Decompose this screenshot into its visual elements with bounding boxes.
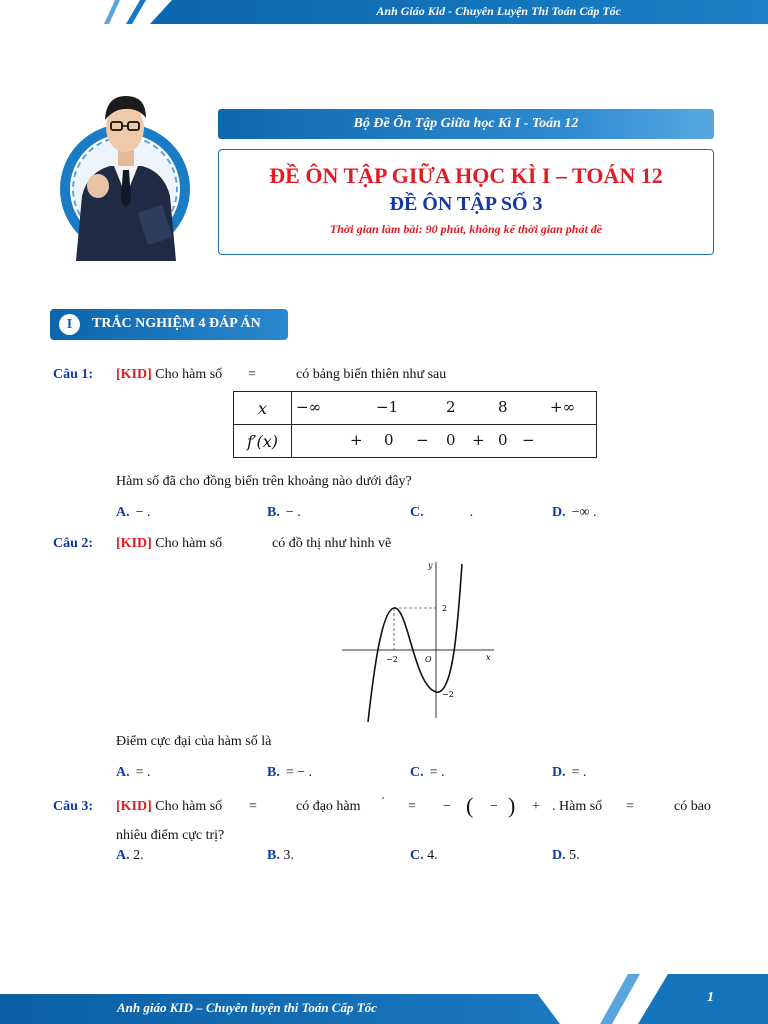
option-b[interactable] xyxy=(267,505,301,521)
sign-value: − xyxy=(416,431,429,449)
equals-sign: = xyxy=(408,799,416,814)
sign-value: 0 xyxy=(498,431,508,449)
section-number: I xyxy=(59,314,80,335)
option-d[interactable] xyxy=(552,505,597,521)
y-axis-label: y xyxy=(428,561,433,570)
sign-value: − xyxy=(522,431,535,449)
option-letter: A. xyxy=(116,505,130,520)
kid-tag: [KID] xyxy=(116,799,152,814)
tick-label-y-positive: 2 xyxy=(442,604,448,613)
question-1-prompt: Hàm số đã cho đồng biến trên khoảng nào dưới đây? xyxy=(116,474,412,489)
x-value: −1 xyxy=(376,398,399,416)
question-1-text-b: có bảng biến thiên như sau xyxy=(296,367,447,382)
option-a[interactable] xyxy=(116,765,151,781)
option-letter: C. xyxy=(410,765,424,780)
sign-value: + xyxy=(350,431,363,449)
option-b[interactable] xyxy=(267,848,294,864)
table-row xyxy=(234,392,597,425)
option-d[interactable] xyxy=(552,848,580,864)
question-3-text: Cho hàm số xyxy=(155,799,223,814)
function-graph xyxy=(338,558,498,722)
option-letter: D. xyxy=(552,505,566,520)
top-banner xyxy=(0,0,768,24)
option-text: − . xyxy=(135,505,151,520)
question-1-text: Cho hàm số xyxy=(155,367,223,382)
page-number-block xyxy=(638,974,768,1024)
option-text: −∞ . xyxy=(571,505,597,520)
question-3-label: Câu 3: xyxy=(53,799,94,814)
option-text: 4. xyxy=(427,848,438,863)
variation-table xyxy=(233,391,597,458)
paren-close: ) xyxy=(508,793,516,818)
question-2-text: Cho hàm số xyxy=(155,536,223,551)
table-header-x: x xyxy=(234,392,292,425)
table-cell xyxy=(292,425,597,458)
question-1-stem xyxy=(116,367,222,383)
tick-label-x-negative: −2 xyxy=(386,655,398,664)
option-letter: D. xyxy=(552,765,566,780)
kid-tag: [KID] xyxy=(116,536,152,551)
question-3-text-c: . Hàm số xyxy=(552,799,603,814)
tick-label-y-negative: −2 xyxy=(442,690,454,699)
table-cell xyxy=(292,392,597,425)
option-letter: B. xyxy=(267,765,280,780)
x-axis-label: x xyxy=(486,653,491,662)
kid-tag: [KID] xyxy=(116,367,152,382)
option-text: 5. xyxy=(569,848,580,863)
option-text: 3. xyxy=(283,848,294,863)
question-3-text-b: có đạo hàm xyxy=(296,799,361,814)
plus-sign: + xyxy=(532,799,540,814)
x-value: 2 xyxy=(446,398,456,416)
table-header-fprime: f′(x) xyxy=(234,425,292,458)
title-box xyxy=(218,149,714,255)
option-text: = − . xyxy=(285,765,313,780)
exam-number: ĐỀ ÔN TẬP SỐ 3 xyxy=(389,193,543,215)
sign-value: 0 xyxy=(384,431,394,449)
question-3-line2: nhiêu điểm cực trị? xyxy=(116,828,225,843)
x-value: +∞ xyxy=(550,398,576,416)
sign-value: 0 xyxy=(446,431,456,449)
option-letter: A. xyxy=(116,765,130,780)
option-text: 2. xyxy=(133,848,144,863)
teacher-portrait-icon xyxy=(58,76,193,261)
option-letter: C. xyxy=(410,505,424,520)
question-2-stem xyxy=(116,536,222,552)
minus-sign: − xyxy=(443,799,451,814)
option-b[interactable] xyxy=(267,765,312,781)
time-note: Thời gian làm bài: 90 phút, không kể thời gian phát đề xyxy=(329,222,603,236)
banner-text: Anh Giáo Kid - Chuyên Luyện Thi Toán Cấp Tốc xyxy=(376,4,621,18)
x-value: 8 xyxy=(498,398,508,416)
banner-stripe xyxy=(126,0,146,24)
option-letter: A. xyxy=(116,848,130,863)
exam-title: ĐỀ ÔN TẬP GIỮA HỌC KÌ I – TOÁN 12 xyxy=(269,163,663,188)
sign-value: + xyxy=(472,431,485,449)
option-a[interactable] xyxy=(116,848,144,864)
question-2-prompt: Điểm cực đại của hàm số là xyxy=(116,734,272,749)
option-letter: B. xyxy=(267,848,280,863)
equals-sign: = xyxy=(249,799,257,814)
x-value: −∞ xyxy=(296,398,322,416)
equals-sign: = xyxy=(626,799,634,814)
option-text: = . xyxy=(571,765,587,780)
footer xyxy=(0,974,768,1024)
option-text: . xyxy=(469,505,474,520)
minus-sign: − xyxy=(490,799,498,814)
option-letter: D. xyxy=(552,848,566,863)
option-text: = . xyxy=(429,765,445,780)
question-2-text-b: có đồ thị như hình vẽ xyxy=(272,536,392,551)
option-d[interactable] xyxy=(552,765,587,781)
section-label: TRẮC NGHIỆM 4 ĐÁP ÁN xyxy=(92,316,261,331)
question-2-label: Câu 2: xyxy=(53,536,94,551)
question-3-text-d: có bao xyxy=(674,799,711,814)
option-c[interactable] xyxy=(410,765,445,781)
option-c[interactable] xyxy=(410,848,438,864)
section-header xyxy=(50,309,288,340)
table-row xyxy=(234,425,597,458)
question-1-label: Câu 1: xyxy=(53,367,94,382)
option-c[interactable] xyxy=(410,505,473,521)
question-3-stem xyxy=(116,799,222,815)
avatar xyxy=(58,76,193,261)
prime-mark: ′ xyxy=(382,795,385,807)
subtitle-bar: Bộ Đề Ôn Tập Giữa học Kì I - Toán 12 xyxy=(218,109,714,139)
origin-label: O xyxy=(425,655,432,664)
option-text: − . xyxy=(285,505,301,520)
option-letter: B. xyxy=(267,505,280,520)
option-text: = . xyxy=(135,765,151,780)
paren-open: ( xyxy=(466,793,474,818)
page-number: 1 xyxy=(707,990,714,1005)
footer-stripe xyxy=(600,974,640,1024)
option-letter: C. xyxy=(410,848,424,863)
banner-stripe xyxy=(104,0,120,24)
equals-sign: = xyxy=(248,367,256,382)
option-a[interactable] xyxy=(116,505,151,521)
footer-text: Anh giáo KID – Chuyên luyện thi Toán Cấp Tốc xyxy=(117,1000,377,1015)
